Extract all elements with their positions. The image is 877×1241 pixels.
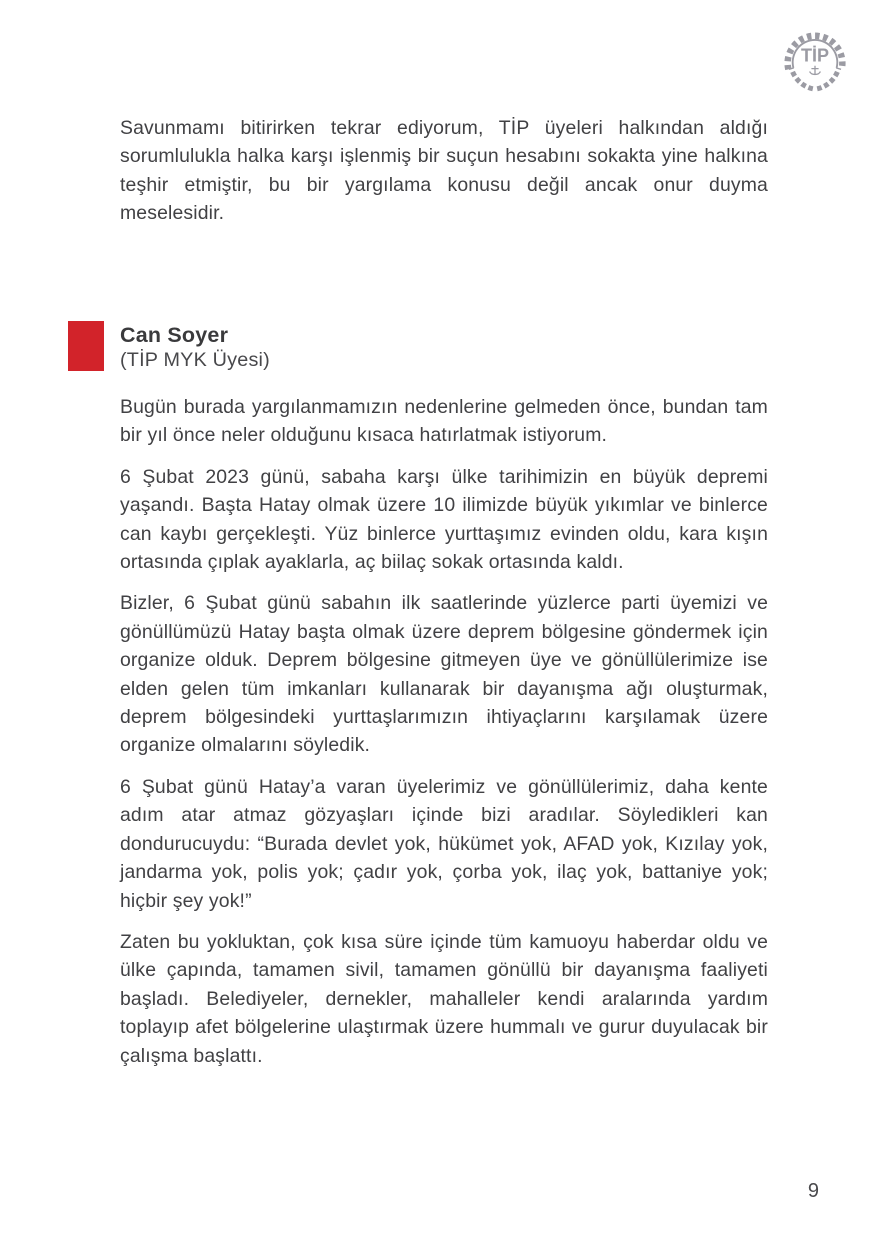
logo-text: TİP bbox=[800, 45, 830, 66]
paragraph: 6 Şubat 2023 günü, sabaha karşı ülke tarihimizin en büyük depremi yaşandı. Başta Hatay olmak üzere 10 ilimizde büyük yıkımlar ve binlerce can kaybı gerçekleşti. Yüz binlerce yurttaşımız evinden oldu, kara kışın ortasında çıplak ayaklarla, aç biilaç sokak ortasında kaldı. bbox=[120, 465, 768, 574]
paragraph: 6 Şubat günü Hatay’a varan üyelerimiz ve gönüllülerimiz, daha kente adım atar atmaz gözyaşları içinde bizi aradılar. Söyledikleri kan dondurucuydu: “Burada devlet yok, hükümet yok, AFAD yok, Kızılay yok, jandarma yok, polis yok; çadır yok, çorba yok, ilaç yok, battaniye yok; hiçbir şey yok!” bbox=[120, 775, 768, 912]
paragraph: Zaten bu yokluktan, çok kısa süre içinde tüm kamuoyu haberdar oldu ve ülke çapında, tamamen sivil, tamamen gönüllü bir dayanışma faaliyeti başladı. Belediyeler, dernekler, mahalleler kendi aralarında yardım toplayıp afet bölgelerine ulaştırmak üzere hummalı ve gurur duyulacak bir çalışma başlattı. bbox=[120, 930, 768, 1067]
speaker-title: (TİP MYK Üyesi) bbox=[120, 349, 270, 371]
speech-body bbox=[120, 393, 768, 1083]
paragraph: Bugün burada yargılanmamızın nedenlerine gelmeden önce, bundan tam bir yıl önce neler olduğunu kısaca hatırlatmak istiyorum. bbox=[120, 396, 768, 447]
tip-party-logo-icon bbox=[779, 24, 851, 96]
speaker-heading bbox=[68, 321, 270, 373]
speaker-name: Can Soyer bbox=[120, 323, 229, 347]
tip-emblem-graphic bbox=[779, 24, 851, 96]
intro-paragraph: Savunmamı bitirirken tekrar ediyorum, TİP üyeleri halkından aldığı sorumlulukla halka karşı işlenmiş bir suçun hesabını sokakta yine halkına teşhir etmiştir, bu bir yargılama konusu değil ancak onur duyma meselesidir. bbox=[120, 117, 768, 225]
page-number: 9 bbox=[807, 1180, 819, 1202]
red-accent-square bbox=[68, 321, 104, 371]
speaker-info bbox=[120, 321, 270, 373]
paragraph: Bizler, 6 Şubat günü sabahın ilk saatlerinde yüzlerce parti üyemizi ve gönüllümüzü Hatay başta olmak üzere deprem bölgesine göndermek için organize olduk. Deprem bölgesine gitmeyen üye ve gönüllülerimize ise elden gelen tüm imkanları kullanarak bir dayanışma ağı oluşturmak, deprem bölgesindeki yurttaşlarımızın ihtiyaçlarını karşılamak üzere organize olmalarını söyledik. bbox=[120, 592, 768, 757]
